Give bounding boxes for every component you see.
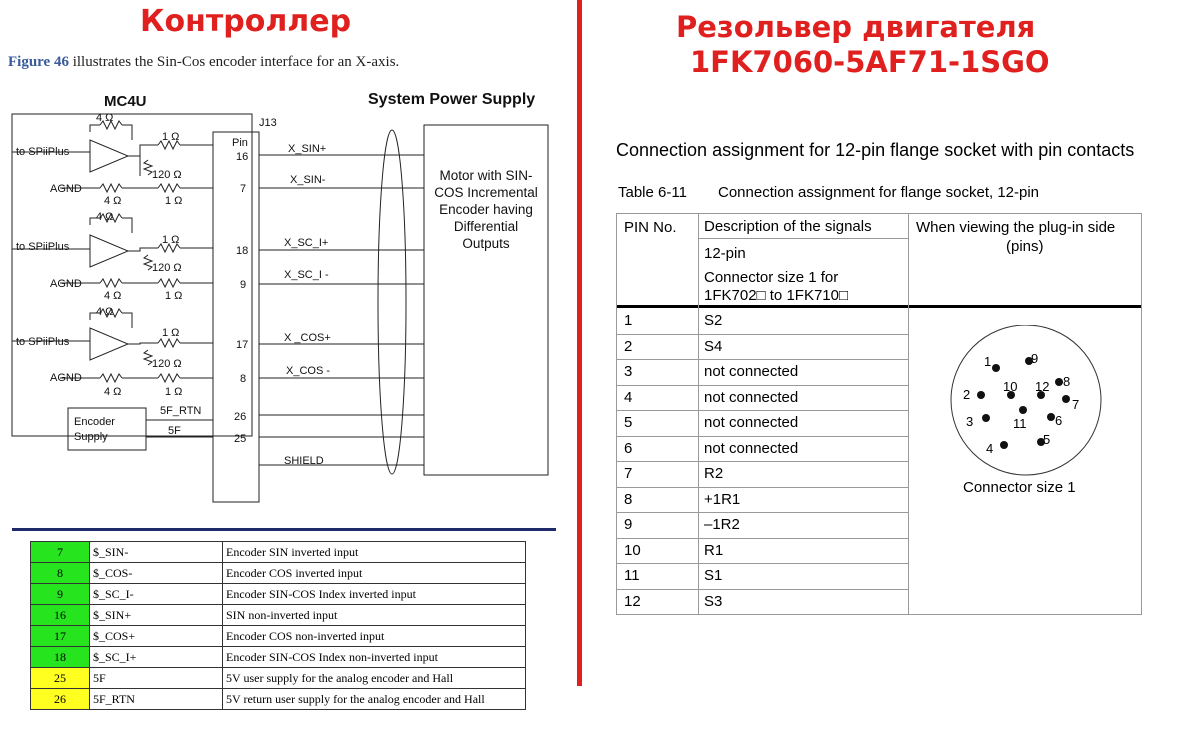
motor-line4: Differential (453, 219, 519, 234)
pin-number: 9 (624, 516, 633, 533)
signal-pin: 16 (31, 605, 90, 626)
connector-pin-dot (992, 364, 1000, 372)
signal-description: 5V return user supply for the analog encoder and Hall (223, 689, 526, 710)
label-5f: 5F (168, 425, 181, 437)
row-divider (616, 589, 908, 590)
sig-x-sin-minus: X_SIN- (290, 174, 326, 186)
signal-pin: 26 (31, 689, 90, 710)
blue-rule (12, 528, 556, 531)
res-120ohm-1: 120 Ω (152, 169, 182, 181)
connector-pin-label: 11 (1013, 416, 1027, 431)
signal-name: 5F (90, 668, 223, 689)
signal-table (30, 541, 526, 710)
figure-caption (8, 54, 399, 71)
signal-table-row (31, 542, 526, 563)
header-12pin: 12-pin (704, 245, 746, 262)
to-spiiplus-1: to SPiiPlus (16, 146, 70, 158)
connector-pin-label: 3 (966, 414, 974, 429)
pin-number: 6 (624, 439, 633, 457)
res-120ohm-3: 120 Ω (152, 358, 182, 370)
caption-text: illustrates the Sin-Cos encoder interface for an X-axis. (68, 54, 400, 70)
row-divider (616, 334, 908, 335)
signal-table-row (31, 605, 526, 626)
pin-signal: –1R2 (704, 516, 740, 533)
res-1ohm-3b: 1 Ω (165, 386, 183, 398)
shield-label: SHIELD (284, 455, 324, 467)
signal-table-row (31, 689, 526, 710)
agnd-2: AGND (50, 278, 82, 290)
signal-name: $_SC_I- (90, 584, 223, 605)
pin-signal: S1 (704, 567, 723, 584)
pin-18: 18 (236, 245, 249, 257)
mc4u-box (12, 114, 252, 436)
label-5f-rtn: 5F_RTN (160, 405, 202, 417)
table-caption (618, 184, 1039, 201)
header-subrule (698, 238, 908, 239)
to-spiiplus-3: to SPiiPlus (16, 336, 70, 348)
connector-pin-label: 12 (1035, 379, 1050, 394)
pin-signal: not connected (704, 388, 799, 406)
signal-description: Encoder SIN inverted input (223, 542, 526, 563)
encoder-supply-line1: Encoder (74, 416, 115, 428)
res-1ohm-1b: 1 Ω (165, 195, 183, 207)
connector-pin-label: 9 (1031, 351, 1039, 366)
encoder-supply-line2: Supply (74, 431, 108, 443)
table-bottom-border (616, 614, 1142, 615)
signal-name: 5F_RTN (90, 689, 223, 710)
connector-pin-dot (1000, 441, 1008, 449)
motor-line3: Encoder having (439, 202, 533, 217)
connector-pin-label: 2 (963, 387, 971, 402)
header-fk-range: 1FK702□ to 1FK710□ (704, 287, 849, 304)
res-1ohm-2b: 1 Ω (165, 290, 183, 302)
signal-table-row (31, 626, 526, 647)
cable-shield-ellipse (378, 130, 406, 474)
encoder-supply-box (68, 408, 146, 450)
sig-x-cos-minus: X_COS - (286, 365, 331, 377)
header-view-pins: (pins) (1006, 238, 1044, 255)
encoder-schematic (0, 80, 570, 520)
connector-pin-label: 6 (1055, 413, 1063, 428)
connector-pin-label: 4 (986, 441, 994, 456)
header-connector-size: Connector size 1 for (704, 269, 839, 286)
connector-pin-dot (1055, 378, 1063, 386)
signal-description: Encoder SIN-COS Index inverted input (223, 584, 526, 605)
connector-pin-label: 8 (1063, 374, 1071, 389)
signal-table-row (31, 668, 526, 689)
row-divider (616, 410, 908, 411)
connector-pin-dot (1047, 413, 1055, 421)
pin-number: 12 (624, 592, 641, 610)
res-1ohm-2: 1 Ω (162, 234, 180, 246)
res-1ohm-3: 1 Ω (162, 327, 180, 339)
header-description: Description of the signals (704, 218, 872, 235)
motor-line5: Outputs (462, 236, 510, 251)
row-divider (616, 538, 908, 539)
sig-x-sc-i-plus: X_SC_I+ (284, 237, 329, 249)
signal-name: $_SIN- (90, 542, 223, 563)
pin-25: 25 (234, 433, 247, 445)
pin-number: 4 (624, 388, 633, 406)
pin-signal: S3 (704, 592, 723, 610)
pin-number: 8 (624, 490, 633, 508)
res-4ohm-3: 4 Ω (96, 306, 114, 318)
signal-description: Encoder COS non-inverted input (223, 626, 526, 647)
res-4ohm-2b: 4 Ω (104, 290, 122, 302)
sig-x-sc-i-minus: X_SC_I - (284, 269, 329, 281)
pin-signal: +1R1 (704, 490, 741, 508)
signal-pin: 17 (31, 626, 90, 647)
row-divider (616, 436, 908, 437)
pin-number: 7 (624, 465, 633, 482)
res-4ohm-1b: 4 Ω (104, 195, 122, 207)
connector-face-diagram (941, 325, 1111, 495)
table-number: Table 6-11 (618, 184, 687, 201)
signal-pin: 25 (31, 668, 90, 689)
col-border-2 (908, 213, 909, 615)
pin-8: 8 (240, 373, 247, 385)
pin-number: 1 (624, 312, 633, 329)
connector-pin-label: 1 (984, 354, 992, 369)
signal-pin: 8 (31, 563, 90, 584)
signal-table-row (31, 563, 526, 584)
header-view: When viewing the plug-in side (916, 219, 1116, 236)
right-title-line1: Резольвер двигателя (676, 10, 1036, 44)
col-border-left (616, 213, 617, 615)
col-border-right (1141, 213, 1142, 615)
pin-signal: not connected (704, 363, 799, 380)
res-120ohm-2: 120 Ω (152, 262, 182, 274)
to-spiiplus-2: to SPiiPlus (16, 241, 70, 253)
pin-assignment-table (616, 213, 1142, 615)
signal-name: $_COS- (90, 563, 223, 584)
signal-description: SIN non-inverted input (223, 605, 526, 626)
connector-pin-dot (1062, 395, 1070, 403)
signal-pin: 9 (31, 584, 90, 605)
row-divider (616, 487, 908, 488)
pin-26: 26 (234, 411, 247, 423)
res-1ohm-1: 1 Ω (162, 131, 180, 143)
row-divider (616, 359, 908, 360)
connector-pin-label: 7 (1072, 397, 1080, 412)
motor-line2: COS Incremental (434, 185, 538, 200)
connector-size-label: Connector size 1 (963, 479, 1076, 496)
pin-signal: S4 (704, 337, 723, 355)
signal-description: Encoder COS inverted input (223, 563, 526, 584)
res-4ohm-1: 4 Ω (96, 112, 114, 124)
right-title-line2: 1FK7060-5AF71-1SGO (690, 45, 1050, 79)
connection-heading: Connection assignment for 12-pin flange socket with pin contacts (616, 140, 1135, 160)
left-title: Контроллер (140, 4, 352, 39)
signal-name: $_SIN+ (90, 605, 223, 626)
connector-pin-label: 5 (1043, 432, 1051, 447)
pin-signal: R2 (704, 465, 724, 482)
signal-name: $_SC_I+ (90, 647, 223, 668)
connector-pin-dot (982, 414, 990, 422)
pin-17: 17 (236, 339, 249, 351)
row-divider (616, 563, 908, 564)
pin-number: 11 (624, 567, 640, 584)
figure-ref: Figure 46 (8, 54, 69, 70)
signal-name: $_COS+ (90, 626, 223, 647)
red-divider (577, 0, 582, 686)
col-border-1 (698, 213, 699, 615)
pin-signal: R1 (704, 541, 724, 559)
table-top-border (616, 213, 1142, 214)
connector-pin-dot (1019, 406, 1027, 414)
signal-description: Encoder SIN-COS Index non-inverted input (223, 647, 526, 668)
motor-line1: Motor with SIN- (439, 168, 533, 183)
row-divider (616, 461, 908, 462)
connector-pin-dot (977, 391, 985, 399)
row-divider (616, 512, 908, 513)
pin-signal: not connected (704, 414, 799, 431)
signal-description: 5V user supply for the analog encoder and Hall (223, 668, 526, 689)
res-4ohm-2: 4 Ω (96, 211, 114, 223)
agnd-3: AGND (50, 372, 82, 384)
system-power-supply-label: System Power Supply (368, 91, 536, 108)
pin-16: 16 (236, 151, 249, 163)
sig-x-cos-plus: X _COS+ (284, 332, 331, 344)
pin-7: 7 (240, 183, 247, 195)
signal-pin: 18 (31, 647, 90, 668)
header-pin-no: PIN No. (624, 219, 677, 236)
pin-number: 5 (624, 414, 633, 431)
pin-number: 2 (624, 337, 633, 355)
j13-label: J13 (259, 117, 277, 129)
res-4ohm-3b: 4 Ω (104, 386, 122, 398)
table-title: Connection assignment for flange socket, 12-pin (718, 184, 1040, 201)
connector-pin-label: 10 (1003, 379, 1018, 394)
pin-9: 9 (240, 279, 247, 291)
signal-pin: 7 (31, 542, 90, 563)
signal-table-row (31, 647, 526, 668)
signal-table-row (31, 584, 526, 605)
pin-number: 10 (624, 541, 641, 559)
pin-signal: S2 (704, 312, 723, 329)
agnd-1: AGND (50, 183, 82, 195)
pin-header: Pin (232, 137, 248, 149)
pin-signal: not connected (704, 439, 799, 457)
header-rule (616, 305, 1142, 308)
mc4u-label: MC4U (104, 93, 147, 110)
sig-x-sin-plus: X_SIN+ (288, 143, 327, 155)
pin-number: 3 (624, 363, 633, 380)
row-divider (616, 385, 908, 386)
